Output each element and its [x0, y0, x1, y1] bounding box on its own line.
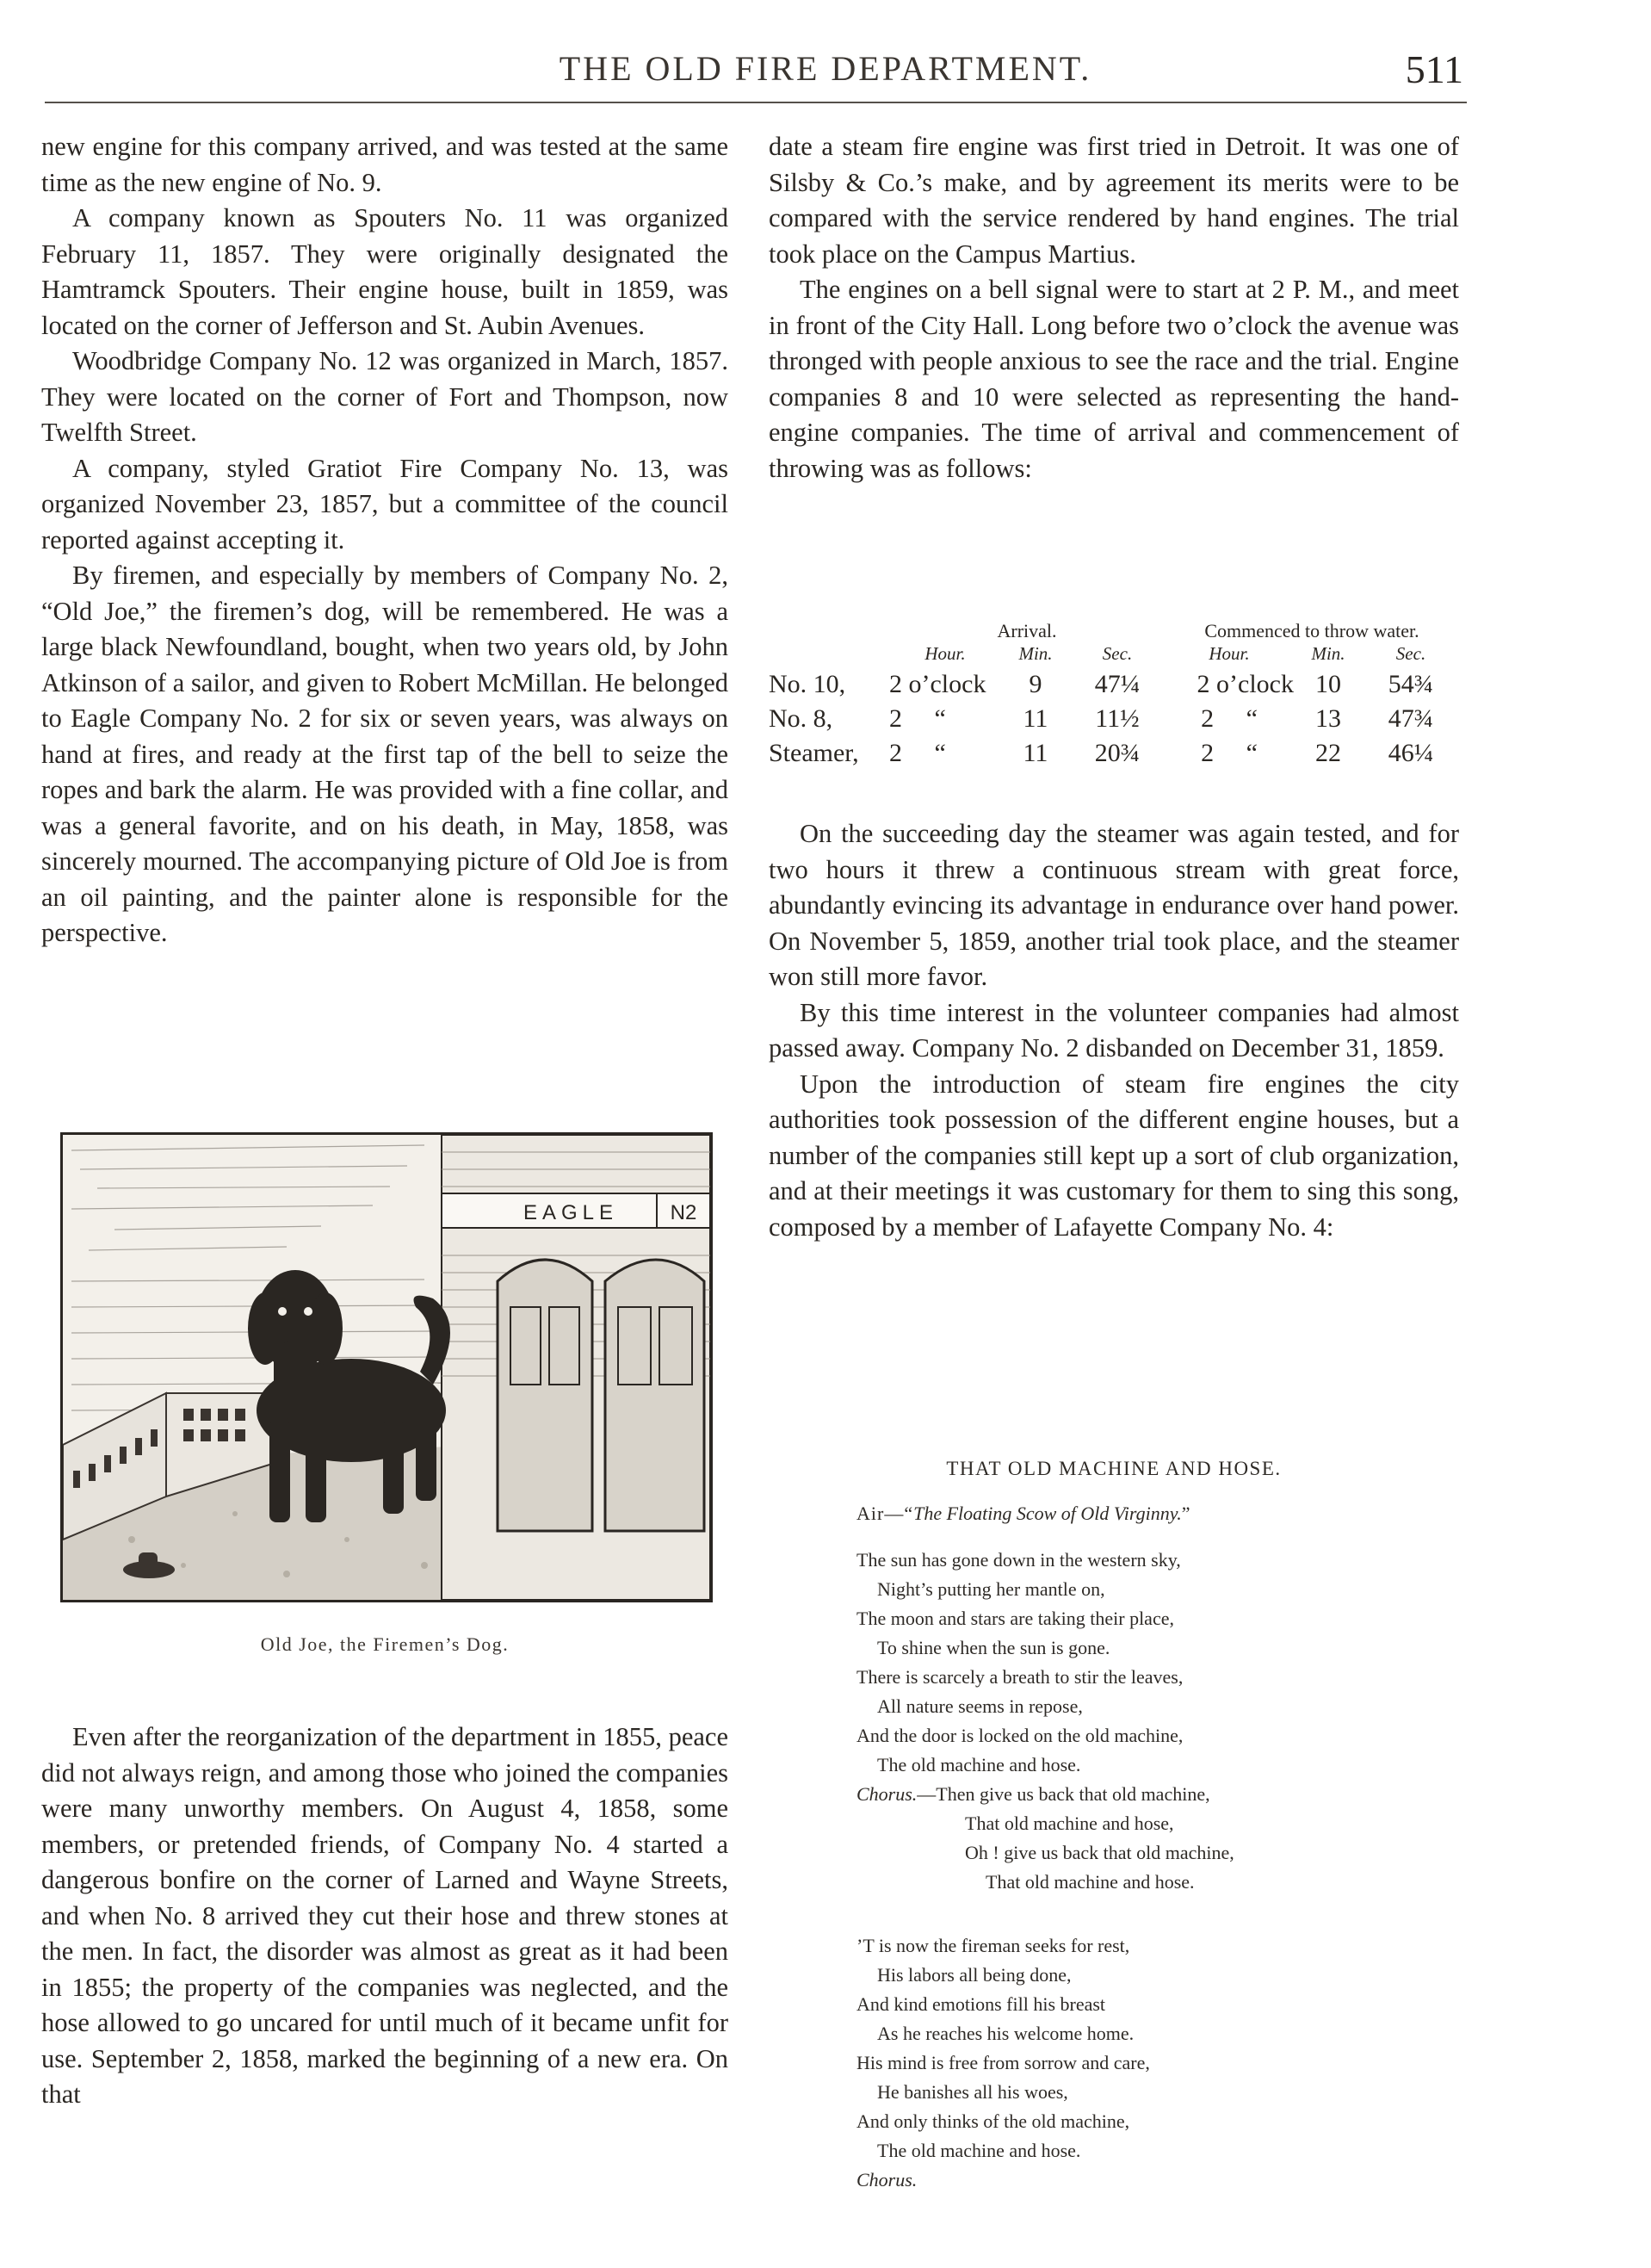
paragraph: Upon the introduction of steam fire engines the city authorities took possession of the different engine houses, but a number of the companies still kept up a sort of club organization, and at their meetings it was customary for them to sing this song, composed by a member of Lafayette Company No. 4: [769, 1069, 1459, 1242]
paragraph: Woodbridge Company No. 12 was organized in March, 1857. They were located on the corner of Fort and Thompson, now Twelfth Street. [41, 346, 728, 447]
table-row [769, 734, 1459, 768]
paragraph: date a steam fire engine was first tried in Detroit. It was one of Silsby & Co.’s make, and by agreement its merits were to be compared with the service rendered by hand engines. The trial took place on the Campus Martius. [769, 132, 1459, 269]
lyric-line: All nature seems in repose, [877, 1695, 1083, 1717]
paragraph: Even after the reorganization of the department in 1855, peace did not always reign, and among those who joined the companies were many unworthy members. On August 4, 1858, some members, or pretended friends, of Company No. 4 started a dangerous bonfire on the corner of Larned and Wayne Streets, and when No. 8 arrived they cut their hose and threw stones at the men. In fact, the disorder was almost as great as it had been in 1855; the property of the companies was neglected, and the hose allowed to go uncared for until much of it became unfit for use. September 2, 1858, marked the beginning of a new era. On that [41, 1722, 728, 2109]
table-cell: No. 8, [769, 704, 833, 733]
table-cell: 9 [1029, 670, 1042, 698]
lyric-line: And the door is locked on the old machine, [856, 1725, 1184, 1746]
left-column-text [41, 129, 728, 951]
paragraph: A company, styled Gratiot Fire Company No. 13, was organized November 23, 1857, but a committee of the council reported against accepting it. [41, 453, 728, 555]
table-row [769, 699, 1459, 734]
air-label: Air—“ [856, 1503, 914, 1524]
lyric-line: Oh ! give us back that old machine, [965, 1842, 1234, 1863]
paragraph: new engine for this company arrived, and was tested at the same time as the new engine of No. 9. [41, 132, 728, 197]
lyric-line: The sun has gone down in the western sky, [856, 1549, 1181, 1571]
chorus-line [856, 1780, 1459, 1809]
table-cell: Steamer, [769, 739, 859, 767]
table-row [769, 665, 1459, 699]
paragraph: A company known as Spouters No. 11 was organized February 11, 1857. They were originally designated the Hamtramck Spouters. Their engine house, built in 1859, was located on the corner of Jefferson and St. Aubin Avenues. [41, 203, 728, 340]
lyric-line: And only thinks of the old machine, [856, 2110, 1130, 2132]
left-column-lower-text [41, 1720, 728, 2113]
lyric-line: The old machine and hose. [877, 2140, 1081, 2161]
table-cell: 2 “ [889, 739, 946, 767]
right-column-text [769, 129, 1459, 486]
table-cell: 2 o’clock [1197, 670, 1294, 698]
lyric-line: As he reaches his welcome home. [877, 2023, 1135, 2044]
table-cell: 2 “ [889, 704, 946, 733]
lyric-line: That old machine and hose, [965, 1813, 1174, 1834]
paragraph: By this time interest in the volunteer companies had almost passed away. Company No. 2 disbanded on December 31, 1859. [769, 997, 1459, 1063]
lyric-line: The old machine and hose. [877, 1754, 1081, 1775]
table-cell: 2 “ [1201, 704, 1258, 733]
running-header [0, 48, 1651, 91]
lyric-line: The moon and stars are taking their place, [856, 1608, 1174, 1629]
table-sub-header: Sec. [1102, 643, 1133, 664]
lyric-line: His mind is free from sorrow and care, [856, 2052, 1150, 2073]
table-cell: 47¼ [1094, 670, 1141, 698]
table-cell: 22 [1315, 739, 1341, 767]
table-sub-header: Hour. [1209, 643, 1250, 664]
header-rule [45, 102, 1467, 103]
engraving-illustration [63, 1135, 710, 1600]
chorus-label: Chorus. [856, 1783, 918, 1805]
sign-number: N2 [670, 1201, 697, 1224]
table-sub-header: Sec. [1395, 643, 1426, 664]
song-lyrics [856, 1546, 1459, 2195]
air-close: ” [1181, 1503, 1190, 1524]
table-cell: 47¾ [1388, 704, 1434, 733]
engraving-old-joe [60, 1132, 713, 1602]
table-cell: 54¾ [1388, 670, 1434, 698]
table-cell: 2 “ [1201, 739, 1258, 767]
sign-text: EAGLE [523, 1201, 619, 1224]
paragraph: On the succeeding day the steamer was again tested, and for two hours it threw a continuous stream with great force, abundantly evincing its advantage in endurance over hand power. On November 5, 1859, another trial took place, and the steamer won still more favor. [769, 819, 1459, 991]
air-title: The Floating Scow of Old Virginny. [913, 1503, 1182, 1524]
table-cell: No. 10, [769, 670, 846, 698]
lyric-line: He banishes all his woes, [877, 2081, 1068, 2103]
right-column-lower-text [769, 816, 1459, 1245]
table-group-header: Arrival. [997, 620, 1057, 641]
table-cell: 11½ [1095, 704, 1140, 733]
song-air [856, 1503, 1190, 1525]
table-cell: 11 [1023, 704, 1048, 733]
lyric-text: —Then give us back that old machine, [917, 1783, 1210, 1805]
lyric-line: His labors all being done, [877, 1964, 1072, 1986]
table-group-header: Commenced to throw water. [1204, 620, 1419, 641]
table-group-header-row [769, 617, 1459, 642]
chorus-label: Chorus. [856, 2169, 918, 2191]
lyric-line: There is scarcely a breath to stir the leaves, [856, 1666, 1184, 1688]
table-sub-header: Hour. [924, 643, 966, 664]
lyric-line: Night’s putting her mantle on, [877, 1578, 1105, 1600]
table-cell: 46¼ [1388, 739, 1434, 767]
table-cell: 13 [1315, 704, 1341, 733]
lyric-line: To shine when the sun is gone. [877, 1637, 1110, 1658]
paragraph: The engines on a bell signal were to start at 2 P. M., and meet in front of the City Hall. Long before two o’clock the avenue was thronged with people anxious to see the race and the trial. Engine companies 8 and 10 were selected as representing the hand-engine companies. The time of arrival and commencement of throwing was as follows: [769, 275, 1459, 483]
lyric-line: That old machine and hose. [986, 1871, 1195, 1893]
table-sub-header: Min. [1311, 643, 1345, 664]
table-cell: 2 o’clock [889, 670, 986, 698]
table-cell: 20¾ [1094, 739, 1141, 767]
figure-caption: Old Joe, the Firemen’s Dog. [260, 1633, 510, 1655]
table-sub-header: Min. [1018, 643, 1053, 664]
song-title: THAT OLD MACHINE AND HOSE. [946, 1458, 1282, 1479]
page-number: 511 [1405, 47, 1463, 91]
lyric-line: And kind emotions fill his breast [856, 1993, 1106, 2015]
paragraph: By firemen, and especially by members of Company No. 2, “Old Joe,” the firemen’s dog, will be remembered. He was a large black Newfoundland, bought, when two years old, by John Atkinson of a sailor, and given to Robert McMillan. He belonged to Eagle Company No. 2 for six or seven years, was always on hand at fires, and ready at the first tap of the bell to seize the ropes and bark the alarm. He was provided with a fine collar, and was a general favorite, and on his death, in May, 1858, was sincerely mourned. The accompanying picture of Old Joe is from an oil painting, and the painter alone is responsible for the perspective. [41, 561, 728, 947]
engine-times-table [769, 617, 1459, 768]
running-title: THE OLD FIRE DEPARTMENT. [559, 49, 1092, 88]
table-cell: 10 [1315, 670, 1341, 698]
table-cell: 11 [1023, 739, 1048, 767]
table-sub-header-row [769, 642, 1459, 665]
lyric-line: ’T is now the fireman seeks for rest, [856, 1935, 1130, 1956]
